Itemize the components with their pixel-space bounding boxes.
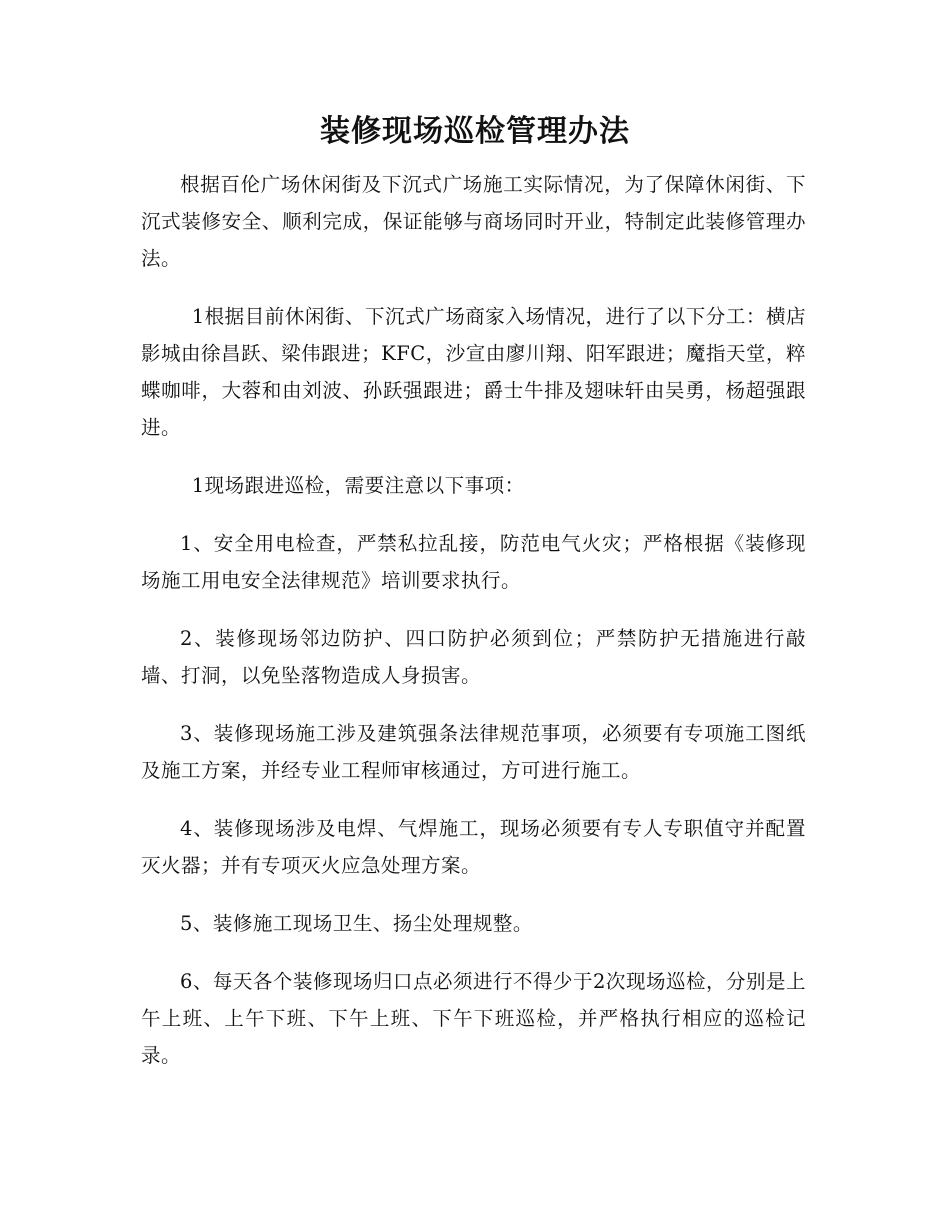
document-body [141,166,806,1095]
item-3-paragraph: 3、装修现场施工涉及建筑强条法律规范事项，必须要有专项施工图纸及施工方案，并经专业工程师审核通过，方可进行施工。 [141,722,806,782]
item-5-paragraph: 5、装修施工现场卫生、扬尘处理规整。 [180,912,533,935]
item-1-paragraph: 1、安全用电检查，严禁私拉乱接，防范电气火灾；严格根据《装修现场施工用电安全法律规范》培训要求执行。 [141,532,806,592]
document-title: 装修现场巡检管理办法 [320,114,630,149]
item-2-paragraph: 2、装修现场邻边防护、四口防护必须到位；严禁防护无措施进行敲墙、打洞，以免坠落物造成人身损害。 [141,627,806,687]
notice-heading-paragraph: 1现场跟进巡检，需要注意以下事项： [191,474,525,497]
item-6-paragraph: 6、每天各个装修现场归口点必须进行不得少于2次现场巡检，分别是上午上班、上午下班、下午上班、下午下班巡检，并严格执行相应的巡检记录。 [141,970,806,1067]
division-paragraph: 1根据目前休闲街、下沉式广场商家入场情况，进行了以下分工：横店影城由徐昌跃、梁伟跟进；KFC，沙宣由廖川翔、阳军跟进；魔指天堂，粹蝶咖啡，大蓉和由刘波、孙跃强跟进；爵士牛排及翅味轩由吴勇，杨超强跟进。 [141,305,806,439]
intro-paragraph: 根据百伦广场休闲街及下沉式广场施工实际情况，为了保障休闲街、下沉式装修安全、顺利完成，保证能够与商场同时开业，特制定此装修管理办法。 [141,173,806,270]
item-4-paragraph: 4、装修现场涉及电焊、气焊施工，现场必须要有专人专职值守并配置灭火器；并有专项灭火应急处理方案。 [141,817,806,877]
